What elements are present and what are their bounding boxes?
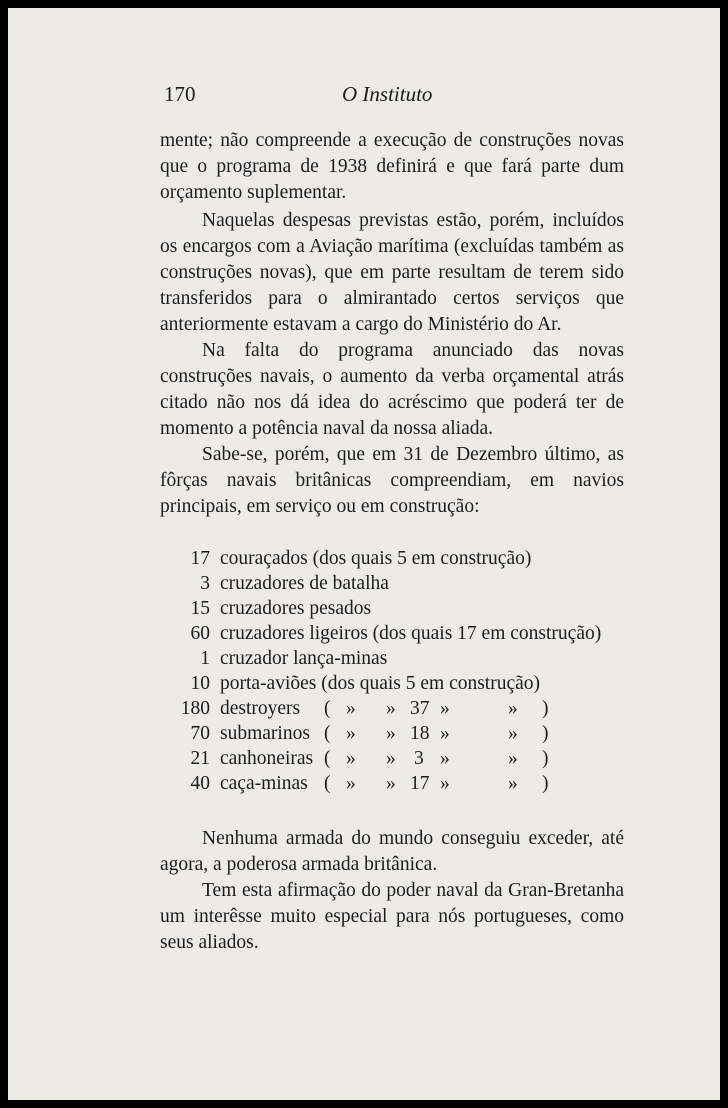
fleet-ditto: »: [440, 748, 450, 769]
fleet-name: caça-minas: [220, 773, 308, 794]
fleet-qty: 1: [200, 648, 210, 669]
fleet-construction-count: 18: [410, 723, 430, 744]
fleet-construction-count: 17: [410, 773, 430, 794]
fleet-name: canhoneiras: [220, 748, 314, 769]
fleet-desc: cruzadores pesados: [220, 598, 372, 619]
fleet-desc: porta-aviões (dos quais 5 em construção): [220, 673, 541, 694]
fleet-qty: 21: [190, 748, 210, 769]
fleet-close-paren: ): [542, 723, 549, 744]
fleet-row: [8, 573, 720, 599]
fleet-open-paren: (: [324, 698, 331, 719]
fleet-qty: 40: [190, 773, 210, 794]
fleet-qty: 3: [200, 573, 210, 594]
paragraph-afirmacao: Tem esta afirmação do poder naval da Gran-Bretanha um interêsse muito especial para nós portugueses, como seus aliados.: [160, 880, 624, 953]
fleet-ditto: »: [346, 773, 356, 794]
fleet-qty: 180: [180, 698, 210, 719]
fleet-ditto: »: [508, 773, 518, 794]
fleet-qty: 10: [190, 673, 210, 694]
fleet-close-paren: ): [542, 773, 549, 794]
fleet-construction-count: 37: [410, 698, 430, 719]
fleet-ditto: »: [440, 723, 450, 744]
fleet-ditto: »: [386, 723, 396, 744]
fleet-row: [8, 598, 720, 624]
fleet-ditto: »: [346, 698, 356, 719]
fleet-ditto: »: [508, 698, 518, 719]
fleet-qty: 70: [190, 723, 210, 744]
book-page: [8, 8, 720, 1100]
fleet-open-paren: (: [324, 723, 331, 744]
fleet-ditto: »: [386, 748, 396, 769]
paragraph-continuation: mente; não compreende a execução de construções novas que o programa de 1938 definirá e que fará parte dum orçamento suplementar.: [160, 130, 624, 203]
running-title: O Instituto: [342, 82, 433, 106]
fleet-ditto: »: [440, 698, 450, 719]
page-number: 170: [164, 82, 196, 106]
fleet-row: [8, 623, 720, 649]
fleet-ditto: »: [346, 723, 356, 744]
fleet-ditto: »: [508, 748, 518, 769]
fleet-row: [8, 548, 720, 574]
fleet-row: [8, 698, 720, 724]
fleet-open-paren: (: [324, 773, 331, 794]
page-header: [8, 82, 720, 112]
fleet-name: submarinos: [220, 723, 310, 744]
paragraph-programa: Na falta do programa anunciado das novas construções navais, o aumento da verba orçamental atrás citado não nos dá idea do acréscimo que poderá ter de momento a potência naval da nossa aliada.: [160, 340, 624, 439]
fleet-close-paren: ): [542, 748, 549, 769]
fleet-ditto: »: [508, 723, 518, 744]
fleet-row: [8, 673, 720, 699]
fleet-open-paren: (: [324, 748, 331, 769]
fleet-ditto: »: [386, 698, 396, 719]
fleet-row: [8, 748, 720, 774]
paragraph-forcas: Sabe-se, porém, que em 31 de Dezembro último, as fôrças navais britânicas compreendiam, em navios principais, em serviço ou em construção:: [160, 444, 624, 517]
fleet-desc: cruzadores de batalha: [220, 573, 389, 594]
fleet-qty: 60: [190, 623, 210, 644]
fleet-qty: 15: [190, 598, 210, 619]
fleet-ditto: »: [440, 773, 450, 794]
fleet-ditto: »: [346, 748, 356, 769]
fleet-desc: cruzadores ligeiros (dos quais 17 em construção): [220, 623, 602, 644]
fleet-name: destroyers: [220, 698, 301, 719]
fleet-row: [8, 648, 720, 674]
fleet-row: [8, 723, 720, 749]
fleet-close-paren: ): [542, 698, 549, 719]
fleet-construction-count: 3: [414, 748, 424, 769]
paragraph-despesas: Naquelas despesas previstas estão, porém, incluídos os encargos com a Aviação marítima (excluídas também as construções novas), que em parte resultam de terem sido transferidos para o almirantado certos serviços que anteriormente estavam a cargo do Ministério do Ar.: [160, 210, 624, 335]
fleet-qty: 17: [190, 548, 210, 569]
fleet-desc: cruzador lança-minas: [220, 648, 388, 669]
fleet-ditto: »: [386, 773, 396, 794]
fleet-desc: couraçados (dos quais 5 em construção): [220, 548, 532, 569]
paragraph-nenhuma: Nenhuma armada do mundo conseguiu exceder, até agora, a poderosa armada britânica.: [160, 828, 624, 875]
fleet-row: [8, 773, 720, 799]
